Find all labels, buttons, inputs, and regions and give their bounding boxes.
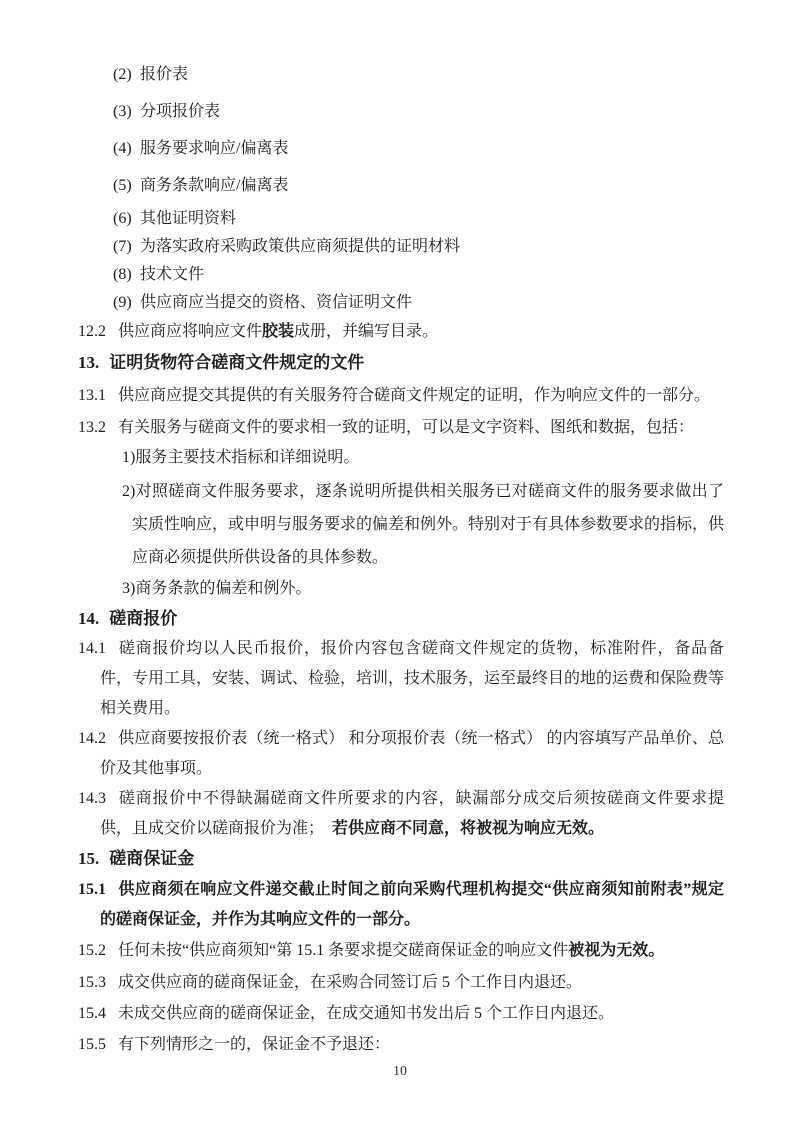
list-item [113,61,724,89]
subitem-text: 对照磋商文件服务要求，逐条说明所提供相关服务已对磋商文件的服务要求做出了实质性响应，或申明与服务要求的偏差和例外。特别对于有具体参数要求的指标，供应商必须提供所供设备的具体参数。 [132,483,725,566]
list-item-marker: (9) [113,294,132,311]
clause-14-3 [78,784,724,844]
section-number: 13. [78,353,100,372]
section-title: 磋商报价 [109,609,178,628]
list-item [113,98,724,126]
list-item-marker: (7) [113,238,132,255]
clause-15-2 [78,936,724,966]
subitem-1 [122,443,724,473]
subitem-marker: 1) [122,449,136,466]
clause-number: 15.5 [78,1036,106,1053]
clause-text: 供应商须在响应文件递交截止时间之前向采购代理机构提交“供应商须知前附表”规定的磋商保证金，并作为其响应文件的一部分。 [100,881,724,928]
document-content [78,61,724,1060]
list-item [113,172,724,200]
list-item-marker: (4) [113,140,132,157]
clause-text: 成交供应商的磋商保证金，在采购合同签订后 5 个工作日内退还。 [118,974,583,991]
clause-number: 15.4 [78,1005,106,1022]
clause-13-1 [78,381,724,411]
list-item-text: 分项报价表 [140,103,221,120]
list-item [113,233,724,261]
clause-15-4 [78,999,724,1029]
clause-number: 14.2 [78,730,106,747]
list-item-text: 商务条款响应/偏离表 [140,177,289,194]
list-item-marker: (6) [113,210,132,227]
list-item-marker: (2) [113,66,132,83]
list-item-text: 服务要求响应/偏离表 [140,140,289,157]
clause-number: 12.2 [78,323,106,340]
section-heading-15 [78,844,724,874]
list-item-marker: (3) [113,103,132,120]
clause-text: 供应商应提交其提供的有关服务符合磋商文件规定的证明，作为响应文件的一部分。 [118,387,711,404]
section-heading-14 [78,604,724,634]
section-number: 15. [78,849,100,868]
clause-text: 磋商报价中不得缺漏磋商文件所要求的内容，缺漏部分成交后须按磋商文件要求提供，且成交价以磋商报价为准； [100,790,724,837]
subitem-marker: 2) [122,483,136,500]
page-number: 10 [393,1064,407,1079]
section-number: 14. [78,609,100,628]
list-item [113,289,724,317]
clause-12-2 [78,317,724,347]
subitem-3 [122,574,724,604]
list-item-text: 报价表 [140,66,189,83]
clause-14-1 [78,634,724,724]
section-title: 证明货物符合磋商文件规定的文件 [109,353,365,372]
clause-text-bold: 若供应商不同意，将被视为响应无效。 [332,820,605,837]
clause-text: 有关服务与磋商文件的要求相一致的证明，可以是文字资料、图纸和数据，包括： [118,419,695,436]
clause-number: 13.1 [78,387,106,404]
clause-number: 15.3 [78,974,106,991]
clause-number: 13.2 [78,419,106,436]
list-item-text: 为落实政府采购政策供应商须提供的证明材料 [140,238,461,255]
list-item [113,205,724,233]
clause-text: 成册，并编写目录。 [294,323,439,340]
section-title: 磋商保证金 [109,849,195,868]
section-heading-13 [78,348,724,378]
clause-15-1 [78,875,724,935]
list-item-text: 其他证明资料 [140,210,237,227]
list-item [113,261,724,289]
clause-number: 15.2 [78,942,106,959]
list-item-text: 供应商应当提交的资格、资信证明文件 [140,294,413,311]
clause-number: 14.3 [78,790,106,807]
clause-text-bold: 胶装 [262,323,295,340]
clause-text: 未成交供应商的磋商保证金，在成交通知书发出后 5 个工作日内退还。 [118,1005,615,1022]
clause-text: 有下列情形之一的，保证金不予退还： [118,1036,391,1053]
clause-13-2 [78,413,724,443]
clause-text: 磋商报价均以人民币报价，报价内容包含磋商文件规定的货物，标准附件，备品备件，专用工具，安装、调试、检验，培训，技术服务，运至最终目的地的运费和保险费等相关费用。 [100,640,725,717]
clause-text: 供应商应将响应文件 [118,323,263,340]
subitem-2 [122,475,724,574]
list-item-marker: (5) [113,177,132,194]
clause-14-2 [78,724,724,784]
clause-number: 15.1 [78,881,106,898]
clause-text: 任何未按“供应商须知“第 15.1 条要求提交磋商保证金的响应文件 [118,942,569,959]
clause-15-3 [78,968,724,998]
list-item-text: 技术文件 [140,266,205,283]
clause-text: 供应商要按报价表（统一格式） 和分项报价表（统一格式） 的内容填写产品单价、总价及其他事项。 [100,730,724,777]
clause-text-bold: 被视为无效。 [568,942,665,959]
clause-number: 14.1 [78,640,106,657]
list-item-marker: (8) [113,266,132,283]
subitem-marker: 3) [122,580,136,597]
subitem-text: 商务条款的偏差和例外。 [135,580,312,597]
clause-15-5 [78,1030,724,1060]
subitem-text: 服务主要技术指标和详细说明。 [135,449,360,466]
list-item [113,135,724,163]
